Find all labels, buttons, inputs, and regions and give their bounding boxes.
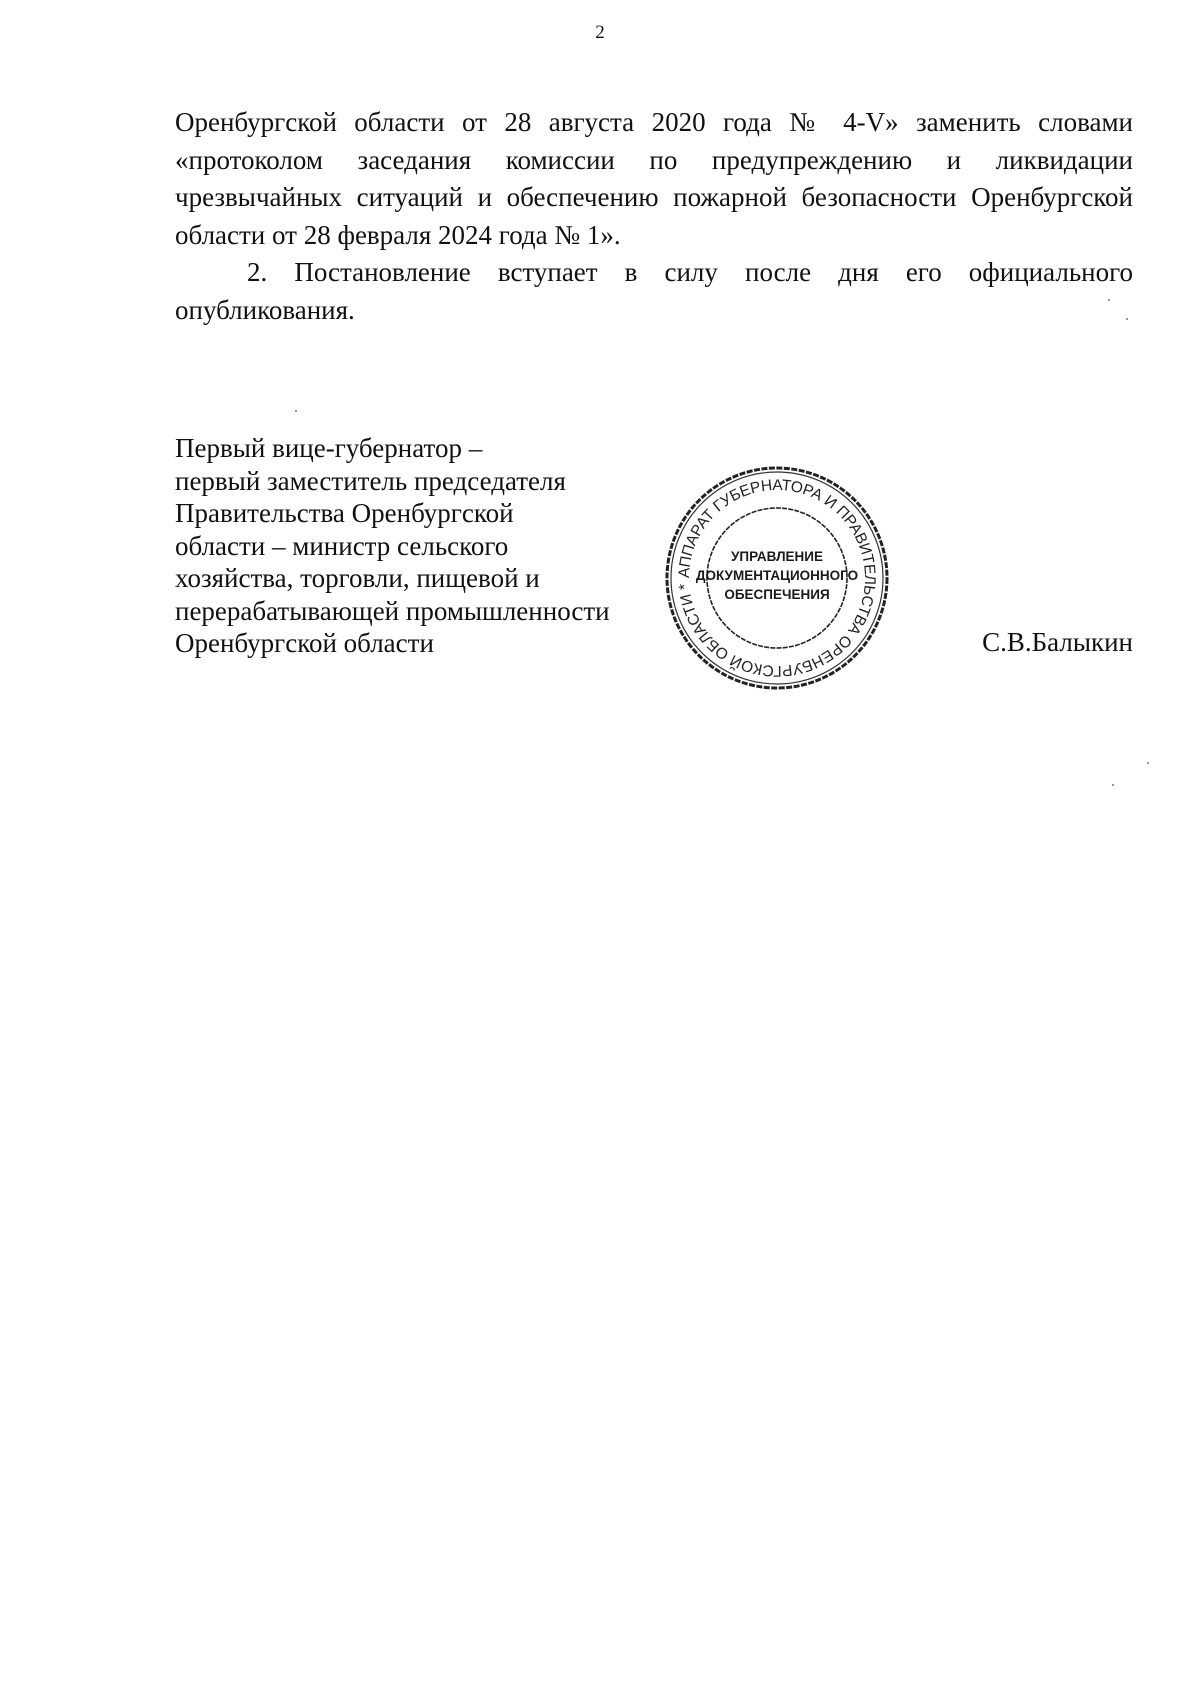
page-number: 2 [595, 22, 605, 43]
scan-speck [1126, 318, 1128, 320]
stamp-center-line: УПРАВЛЕНИЕ [730, 549, 824, 564]
position-line: первый заместитель председателя [175, 465, 566, 496]
position-line: перерабатывающей промышленности [175, 595, 610, 626]
position-line: Правительства Оренбургской [175, 498, 514, 528]
stamp-center-line: ДОКУМЕНТАЦИОННОГО [695, 568, 859, 583]
stamp-ring-textpath: АППАРАТ ГУБЕРНАТОРА И ПРАВИТЕЛЬСТВА ОРЕНБУРГСКОЙ ОБЛАСТИ * [675, 476, 879, 680]
signer-name: С.В.Балыкин [982, 627, 1133, 657]
stamp-center-line: ОБЕСПЕЧЕНИЯ [724, 587, 830, 602]
official-stamp [662, 463, 892, 693]
paragraph-continuation: Оренбургской области от 28 августа 2020 года № 4-V» заменить словами «протоколом заседания комиссии по предупреждению и ликвидации чрезвычайных ситуаций и обеспечению пожарной безопасности Оренбургской области от 28 февраля 2024 года № 1». [175, 107, 1133, 250]
position-line: Первый вице-губернатор – [175, 433, 483, 463]
paragraph-2: 2. Постановление вступает в силу после дня его официального опубликования. [175, 257, 1133, 325]
signatory-position [175, 432, 665, 660]
scan-speck [1112, 784, 1114, 786]
position-line: Оренбургской области [175, 628, 434, 658]
scan-speck [1147, 762, 1149, 764]
scan-speck [1108, 299, 1110, 301]
position-line: хозяйства, торговли, пищевой и [175, 563, 540, 593]
scan-speck [295, 410, 297, 412]
position-line: области – министр сельского [175, 530, 509, 561]
document-body [175, 104, 1133, 329]
